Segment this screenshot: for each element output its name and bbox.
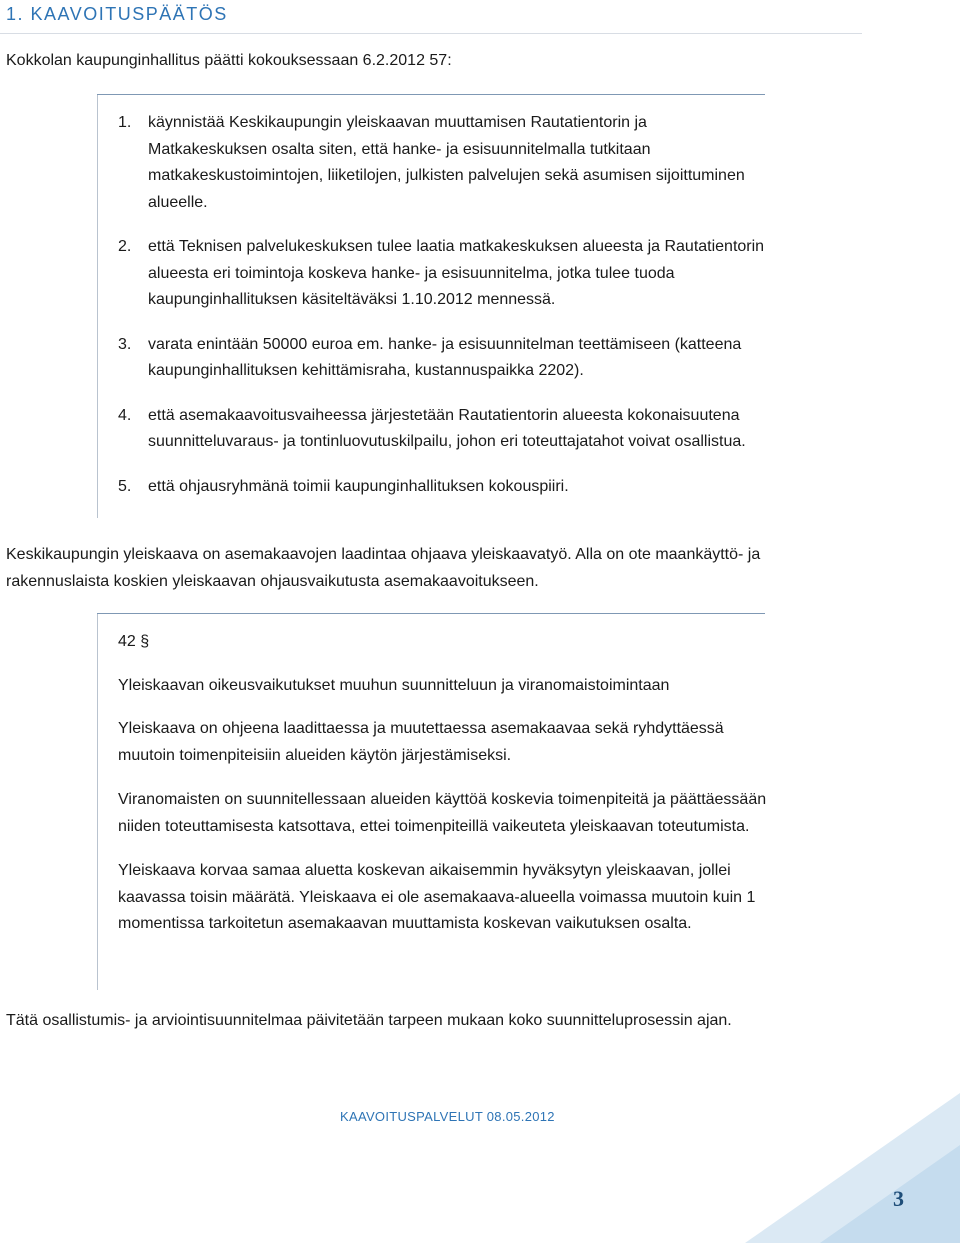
decision-number: 4. [118, 406, 132, 424]
law-section-title: Yleiskaavan oikeusvaikutukset muuhun suunnitteluun ja viranomaistoimintaan [118, 677, 670, 694]
law-paragraph: Viranomaisten on suunnitellessaan alueiden käyttöä koskevia toimenpiteitä ja päättäessään niiden toteuttamisesta katsottava, ettei toimenpiteillä vaikeuteta yleiskaavan toteutumista. [118, 791, 767, 835]
section-heading: 1. KAAVOITUSPÄÄTÖS [6, 4, 228, 24]
page-number: 3 [893, 1186, 904, 1211]
law-section-number: 42 § [118, 633, 150, 650]
decision-text: että ohjausryhmänä toimii kaupunginhallituksen kokouspiiri. [148, 477, 569, 495]
decision-number: 5. [118, 477, 132, 495]
decision-number: 3. [118, 335, 132, 353]
decision-number: 1. [118, 114, 132, 131]
intro-text: Kokkolan kaupunginhallitus päätti kokouksessaan 6.2.2012 57: [6, 52, 452, 69]
middle-paragraph: Keskikaupungin yleiskaava on asemakaavojen laadintaa ohjaava yleiskaavatyö. Alla on ote maankäyttö- ja rakennuslaista koskien yleiskaavan ohjausvaikutusta asemakaavoitukseen. [6, 546, 761, 590]
decision-text: käynnistää Keskikaupungin yleiskaavan muuttamisen Rautatientorin ja Matkakeskuksen osalta siten, että hanke- ja esisuunnitelmalla tutkitaan matkakeskustoimintojen, liiketilojen, julkisten palvelujen sekä asumisen sijoittuminen alueelle. [148, 114, 745, 211]
decision-text: että asemakaavoitusvaiheessa järjestetään Rautatientorin alueesta kokonaisuutena suunnitteluvaraus- ja tontinluovutuskilpailu, johon eri toteuttajatahot voivat osallistua. [148, 406, 746, 450]
decision-text: että Teknisen palvelukeskuksen tulee laatia matkakeskuksen alueesta ja Rautatientorin alueesta eri toimintoja koskeva hanke- ja esisuunnitelma, jotka tulee tuoda kaupunginhallituksen käsiteltäväksi 1.10.2012 mennessä. [148, 238, 765, 308]
closing-text: Tätä osallistumis- ja arviointisuunnitelmaa päivitetään tarpeen mukaan koko suunnitteluprosessin ajan. [6, 1012, 732, 1029]
footer-label: KAAVOITUSPALVELUT 08.05.2012 [340, 1109, 555, 1124]
law-paragraph: Yleiskaava korvaa samaa aluetta koskevan aikaisemmin hyväksytyn yleiskaavan, jollei kaavassa toisin määrätä. Yleiskaava ei ole asemakaava-alueella voimassa muutoin kuin 1 momentissa tarkoitetun asemakaavan muuttamista koskevan vaikutuksen osalta. [118, 862, 756, 932]
law-paragraph: Yleiskaava on ohjeena laadittaessa ja muutettaessa asemakaavaa sekä ryhdyttäessä muutoin toimenpiteisiin alueiden käytön järjestämiseksi. [118, 720, 724, 764]
decision-number: 2. [118, 238, 132, 255]
decision-text: varata enintään 50000 euroa em. hanke- ja esisuunnitelman teettämiseen (katteena kaupunginhallituksen kehittämisraha, kustannuspaikka 2202). [148, 335, 742, 379]
